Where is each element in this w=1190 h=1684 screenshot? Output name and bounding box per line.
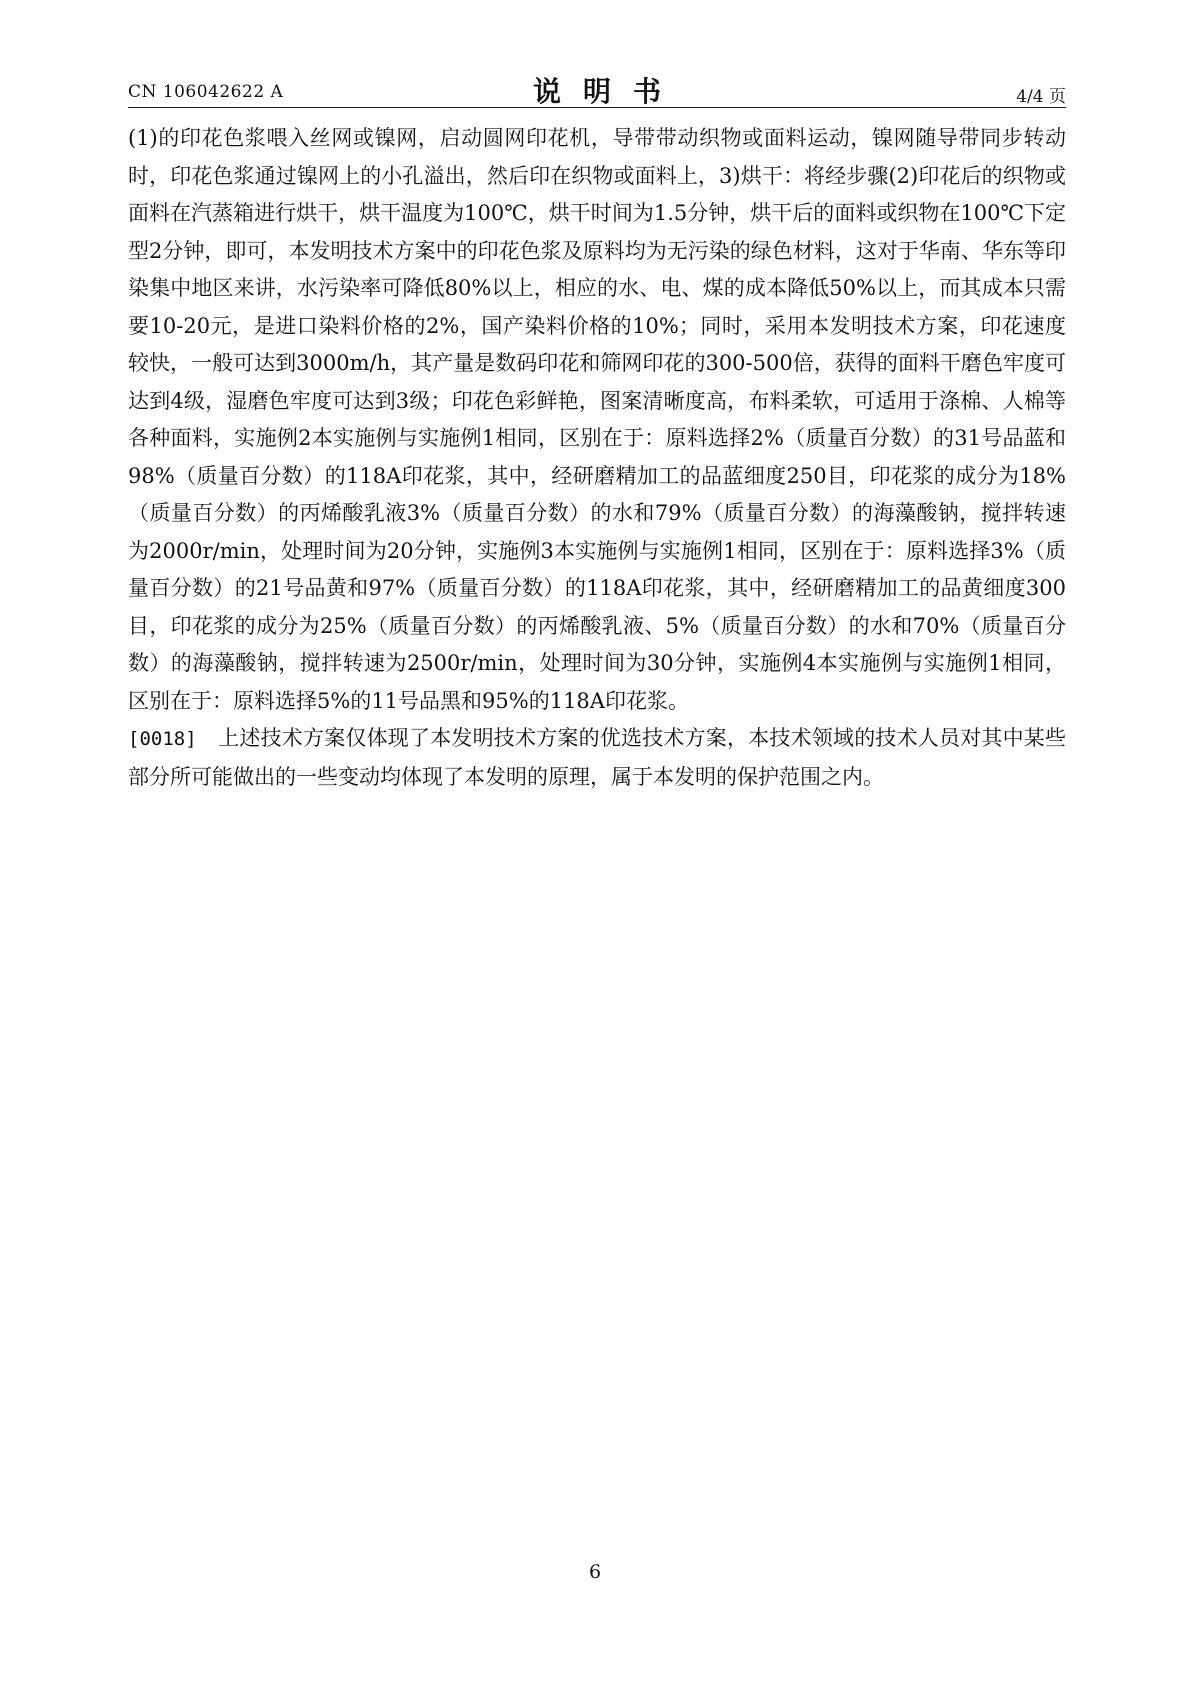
paragraph-number: [0018] [128,728,197,750]
header-divider [128,107,1066,108]
page-number: 6 [588,1561,602,1583]
paragraph-text: (1)的印花色浆喂入丝网或镍网，启动圆网印花机，导带带动织物或面料运动，镍网随导带同步转动时，印花色浆通过镍网上的小孔溢出，然后印在织物或面料上，3)烘干：将经步骤(2)印花后的织物或面料在汽蒸箱进行烘干，烘干温度为100℃，烘干时间为1.5分钟，烘干后的面料或织物在100℃下定型2分钟，即可，本发明技术方案中的印花色浆及原料均为无污染的绿色材料，这对于华南、华东等印染集中地区来讲，水污染率可降低80%以上，相应的水、电、煤的成本降低50%以上，而其成本只需要10-20元，是进口染料价格的2%，国产染料价格的10%；同时，采用本发明技术方案，印花速度较快，一般可达到3000m/h，其产量是数码印花和筛网印花的300-500倍，获得的面料干磨色牢度可达到4级，湿磨色牢度可达到3级；印花色彩鲜艳，图案清晰度高，布料柔软，可适用于涤棉、人棉等各种面料，实施例2本实施例与实施例1相同，区别在于：原料选择2%（质量百分数）的31号品蓝和98%（质量百分数）的118A印花浆，其中，经研磨精加工的品蓝细度250目，印花浆的成分为18%（质量百分数）的丙烯酸乳液3%（质量百分数）的水和79%（质量百分数）的海藻酸钠，搅拌转速为2000r/min，处理时间为20分钟，实施例3本实施例与实施例1相同，区别在于：原料选择3%（质量百分数）的21号品黄和97%（质量百分数）的118A印花浆，其中，经研磨精加工的品黄细度300目，印花浆的成分为25%（质量百分数）的丙烯酸乳液、5%（质量百分数）的水和70%（质量百分数）的海藻酸钠，搅拌转速为2500r/min，处理时间为30分钟，实施例4本实施例与实施例1相同，区别在于：原料选择5%的11号品黑和95%的118A印花浆。 [128,126,1066,713]
paragraph-text: 上述技术方案仅体现了本发明技术方案的优选技术方案，本技术领域的技术人员对其中某些部分所可能做出的一些变动均体现了本发明的原理，属于本发明的保护范围之内。 [128,726,1066,789]
page-header [128,70,1066,106]
paragraph-0018 [128,720,1066,796]
paragraph-continued [128,120,1066,720]
patent-number: CN 106042622 A [128,82,284,102]
page-info: 4/4 页 [1016,87,1066,107]
document-title: 说明书 [532,75,683,108]
document-body [128,120,1066,796]
